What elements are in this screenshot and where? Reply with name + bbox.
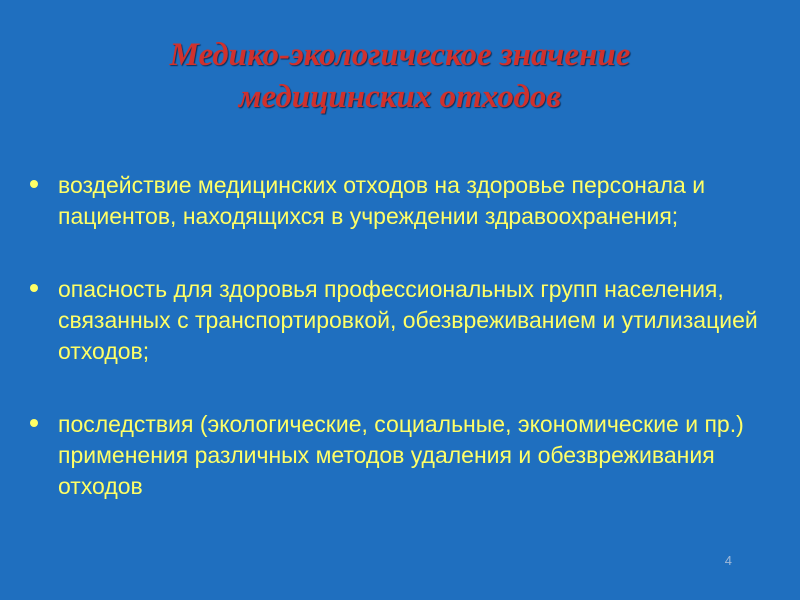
bullet-dot-icon bbox=[30, 419, 38, 427]
bullet-item-occupational-danger bbox=[30, 274, 775, 367]
bullet-item-consequences bbox=[30, 409, 775, 502]
bullet-dot-icon bbox=[30, 180, 38, 188]
bullet-text: опасность для здоровья профессиональных групп населения, связанных с транспортировкой, обезвреживанием и утилизацией отходов; bbox=[58, 276, 758, 364]
slide-title-line-2: медицинских отходов bbox=[238, 79, 562, 115]
bullet-item-health-impact bbox=[30, 170, 775, 232]
page-number: 4 bbox=[724, 553, 732, 568]
bullet-text: последствия (экологические, социальные, экономические и пр.) применения различных методов удаления и обезвреживания отходов bbox=[58, 411, 744, 499]
bullet-text: воздействие медицинских отходов на здоровье персонала и пациентов, находящихся в учреждении здравоохранения; bbox=[58, 172, 706, 229]
bullet-list bbox=[30, 170, 775, 544]
slide-title bbox=[40, 34, 760, 118]
slide-title-line-1: Медико-экологическое значение bbox=[169, 37, 631, 73]
bullet-dot-icon bbox=[30, 284, 38, 292]
